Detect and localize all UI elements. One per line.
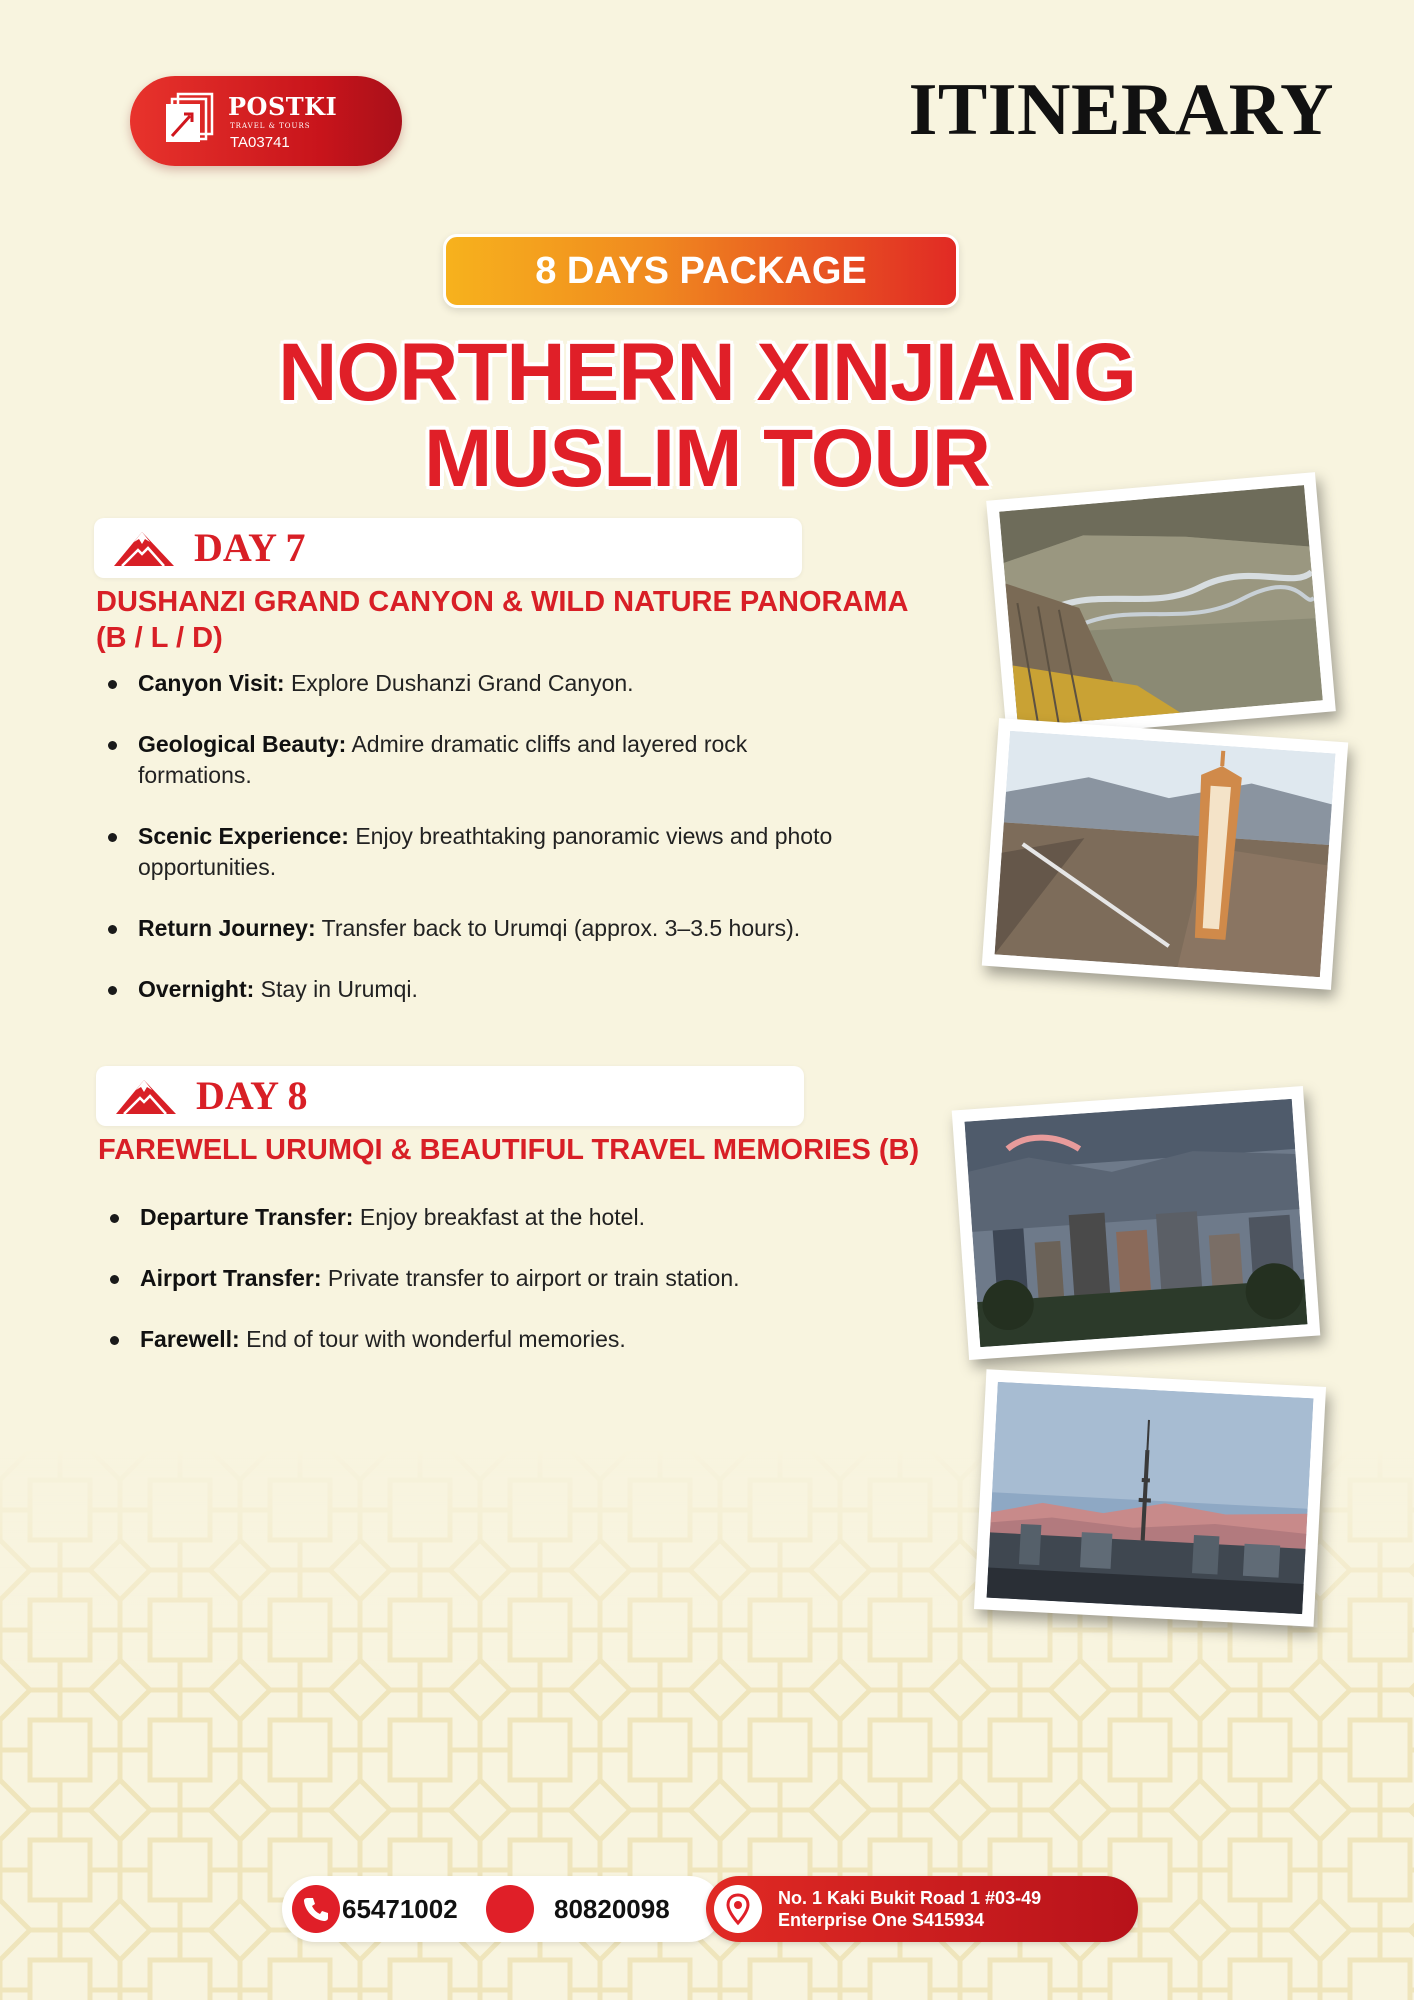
activity-title: Geological Beauty: xyxy=(138,731,347,757)
activity-title: Scenic Experience: xyxy=(138,823,349,849)
mountain-icon xyxy=(112,528,176,568)
urumqi-tower-photo xyxy=(974,1369,1326,1626)
logo-mark-icon xyxy=(164,92,214,144)
list-item xyxy=(100,974,900,1005)
activity-text: Stay in Urumqi. xyxy=(260,976,418,1002)
activity-title: Airport Transfer: xyxy=(140,1265,322,1291)
phone-icon xyxy=(292,1885,340,1933)
contact-footer xyxy=(282,1876,1138,1942)
brand-logo xyxy=(130,76,402,166)
mountain-icon xyxy=(114,1076,178,1116)
day-7-subtitle-line2: (B / L / D) xyxy=(96,622,223,654)
activity-text: Transfer back to Urumqi (approx. 3–3.5 hours). xyxy=(321,915,801,941)
day-8-label: DAY 8 xyxy=(196,1073,308,1118)
day-8-header xyxy=(96,1066,804,1126)
day-7-activity-list xyxy=(100,668,900,1035)
activity-text: Private transfer to airport or train station. xyxy=(327,1265,740,1291)
brand-tagline: TRAVEL & TOURS xyxy=(230,122,311,130)
list-item xyxy=(100,913,900,944)
day-8-activity-list xyxy=(102,1202,902,1385)
day-7-label: DAY 7 xyxy=(194,525,306,570)
glass-bridge-photo xyxy=(982,718,1348,990)
activity-title: Return Journey: xyxy=(138,915,316,941)
whatsapp-number[interactable]: 80820098 xyxy=(554,1894,670,1924)
day-7-header xyxy=(94,518,802,578)
activity-title: Overnight: xyxy=(138,976,255,1002)
activity-text: Explore Dushanzi Grand Canyon. xyxy=(290,670,634,696)
list-item xyxy=(100,729,860,791)
activity-title: Farewell: xyxy=(140,1326,240,1352)
day-7-subtitle xyxy=(96,584,909,656)
activity-title: Canyon Visit: xyxy=(138,670,285,696)
activity-text: Enjoy breakfast at the hotel. xyxy=(359,1204,645,1230)
tour-title-line1: NORTHERN XINJIANG xyxy=(278,327,1136,418)
address-pill xyxy=(706,1876,1138,1942)
whatsapp-icon xyxy=(486,1885,534,1933)
location-pin-icon xyxy=(714,1885,762,1933)
day-7-subtitle-line1: DUSHANZI GRAND CANYON & WILD NATURE PANORAMA xyxy=(96,586,909,618)
address-line2: Enterprise One S415934 xyxy=(778,1910,985,1930)
activity-text: Enjoy breathtaking panoramic views and photo opportunities. xyxy=(138,823,833,880)
list-item xyxy=(102,1324,902,1355)
document-title: ITINERARY xyxy=(908,69,1334,151)
address-text xyxy=(778,1887,1041,1931)
activity-title: Departure Transfer: xyxy=(140,1204,354,1230)
activity-text: Admire dramatic cliffs and layered rock formations. xyxy=(138,731,748,788)
list-item xyxy=(100,668,900,699)
tour-title-line2: MUSLIM TOUR xyxy=(423,413,990,504)
brand-name: POSTKI xyxy=(228,92,338,121)
activity-text: End of tour with wonderful memories. xyxy=(246,1326,626,1352)
list-item xyxy=(102,1263,902,1294)
brand-license: TA03741 xyxy=(230,134,290,151)
list-item xyxy=(102,1202,902,1233)
package-badge: 8 DAYS PACKAGE xyxy=(443,234,959,308)
day-8-subtitle: FAREWELL URUMQI & BEAUTIFUL TRAVEL MEMORIES (B) xyxy=(98,1134,920,1166)
list-item xyxy=(100,821,920,883)
phone-number[interactable]: 65471002 xyxy=(342,1894,458,1924)
urumqi-city-photo xyxy=(952,1086,1321,1360)
address-line1: No. 1 Kaki Bukit Road 1 #03-49 xyxy=(778,1888,1042,1908)
canyon-photo xyxy=(986,472,1336,740)
